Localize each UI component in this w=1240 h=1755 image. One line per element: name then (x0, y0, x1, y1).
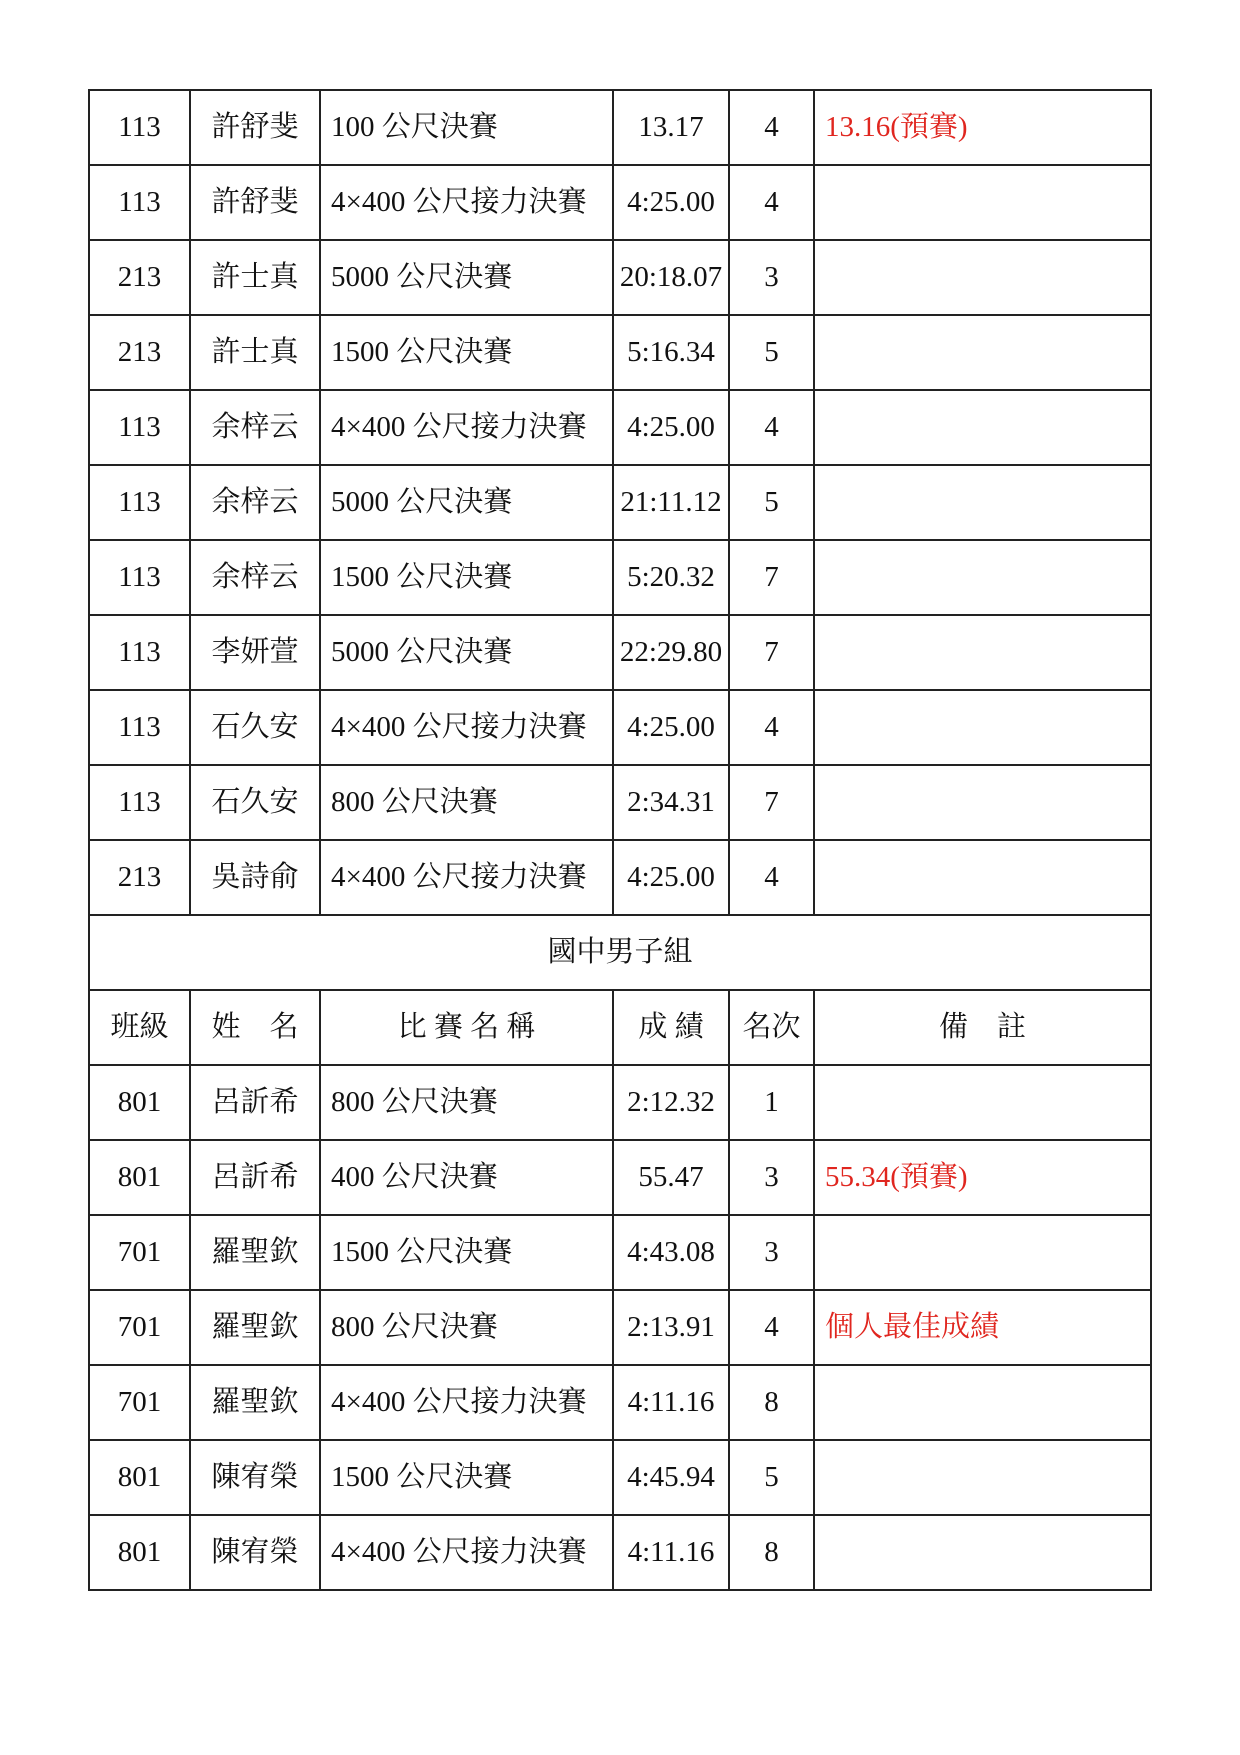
table-row (89, 1065, 1151, 1140)
cell-class: 113 (89, 765, 190, 840)
cell-note (814, 1065, 1151, 1140)
cell-rank: 5 (729, 465, 814, 540)
cell-name: 余梓云 (190, 540, 320, 615)
table-row (89, 465, 1151, 540)
group-title-row (89, 915, 1151, 990)
cell-score: 20:18.07 (613, 240, 729, 315)
cell-event: 100 公尺決賽 (320, 90, 613, 165)
header-event: 比 賽 名 稱 (320, 990, 613, 1065)
results-table (88, 89, 1152, 1591)
cell-score: 4:11.16 (613, 1515, 729, 1590)
cell-note (814, 240, 1151, 315)
cell-score: 22:29.80 (613, 615, 729, 690)
cell-score: 4:25.00 (613, 390, 729, 465)
cell-event: 800 公尺決賽 (320, 1065, 613, 1140)
cell-note (814, 765, 1151, 840)
table-row (89, 540, 1151, 615)
cell-event: 4×400 公尺接力決賽 (320, 1365, 613, 1440)
cell-event: 1500 公尺決賽 (320, 540, 613, 615)
cell-note (814, 390, 1151, 465)
cell-name: 石久安 (190, 765, 320, 840)
cell-class: 801 (89, 1440, 190, 1515)
cell-class: 801 (89, 1515, 190, 1590)
cell-score: 2:13.91 (613, 1290, 729, 1365)
header-row (89, 990, 1151, 1065)
cell-name: 李妍萱 (190, 615, 320, 690)
cell-name: 呂訢希 (190, 1140, 320, 1215)
cell-class: 113 (89, 690, 190, 765)
cell-name: 余梓云 (190, 390, 320, 465)
header-class: 班級 (89, 990, 190, 1065)
cell-score: 2:34.31 (613, 765, 729, 840)
cell-score: 4:25.00 (613, 840, 729, 915)
cell-name: 許舒斐 (190, 90, 320, 165)
cell-score: 55.47 (613, 1140, 729, 1215)
cell-note (814, 615, 1151, 690)
table-row (89, 1215, 1151, 1290)
cell-rank: 8 (729, 1365, 814, 1440)
cell-rank: 4 (729, 840, 814, 915)
cell-event: 5000 公尺決賽 (320, 240, 613, 315)
cell-class: 213 (89, 840, 190, 915)
table-row (89, 315, 1151, 390)
cell-event: 1500 公尺決賽 (320, 1440, 613, 1515)
cell-note: 個人最佳成績 (814, 1290, 1151, 1365)
cell-class: 701 (89, 1365, 190, 1440)
cell-rank: 1 (729, 1065, 814, 1140)
cell-class: 113 (89, 165, 190, 240)
header-score: 成 績 (613, 990, 729, 1065)
cell-event: 4×400 公尺接力決賽 (320, 1515, 613, 1590)
cell-event: 1500 公尺決賽 (320, 1215, 613, 1290)
cell-class: 801 (89, 1140, 190, 1215)
cell-score: 5:20.32 (613, 540, 729, 615)
cell-note: 55.34(預賽) (814, 1140, 1151, 1215)
table-row (89, 765, 1151, 840)
cell-note (814, 840, 1151, 915)
cell-class: 801 (89, 1065, 190, 1140)
cell-rank: 3 (729, 1215, 814, 1290)
cell-name: 石久安 (190, 690, 320, 765)
top-rows (89, 90, 1151, 915)
cell-name: 羅聖欽 (190, 1290, 320, 1365)
table-row (89, 690, 1151, 765)
cell-event: 4×400 公尺接力決賽 (320, 840, 613, 915)
cell-note (814, 690, 1151, 765)
cell-name: 呂訢希 (190, 1065, 320, 1140)
cell-name: 羅聖欽 (190, 1365, 320, 1440)
cell-note (814, 165, 1151, 240)
cell-note (814, 1215, 1151, 1290)
cell-class: 113 (89, 615, 190, 690)
cell-event: 800 公尺決賽 (320, 765, 613, 840)
cell-rank: 7 (729, 765, 814, 840)
table-row (89, 1290, 1151, 1365)
cell-score: 4:45.94 (613, 1440, 729, 1515)
cell-rank: 7 (729, 615, 814, 690)
cell-rank: 3 (729, 1140, 814, 1215)
cell-note (814, 1440, 1151, 1515)
cell-score: 13.17 (613, 90, 729, 165)
cell-note (814, 1365, 1151, 1440)
cell-name: 吳詩俞 (190, 840, 320, 915)
cell-rank: 3 (729, 240, 814, 315)
cell-rank: 5 (729, 315, 814, 390)
cell-score: 4:11.16 (613, 1365, 729, 1440)
table-row (89, 390, 1151, 465)
table-row (89, 1515, 1151, 1590)
table-row (89, 165, 1151, 240)
group-section (89, 915, 1151, 1065)
cell-class: 213 (89, 240, 190, 315)
table-row (89, 240, 1151, 315)
cell-score: 5:16.34 (613, 315, 729, 390)
cell-score: 4:43.08 (613, 1215, 729, 1290)
cell-event: 400 公尺決賽 (320, 1140, 613, 1215)
bottom-rows (89, 1065, 1151, 1590)
cell-event: 5000 公尺決賽 (320, 615, 613, 690)
cell-score: 4:25.00 (613, 690, 729, 765)
cell-name: 羅聖欽 (190, 1215, 320, 1290)
cell-class: 113 (89, 90, 190, 165)
header-name: 姓 名 (190, 990, 320, 1065)
cell-event: 4×400 公尺接力決賽 (320, 165, 613, 240)
cell-name: 許舒斐 (190, 165, 320, 240)
cell-event: 800 公尺決賽 (320, 1290, 613, 1365)
cell-rank: 4 (729, 165, 814, 240)
cell-rank: 4 (729, 90, 814, 165)
table-row (89, 1440, 1151, 1515)
cell-class: 113 (89, 540, 190, 615)
cell-event: 5000 公尺決賽 (320, 465, 613, 540)
cell-score: 4:25.00 (613, 165, 729, 240)
cell-rank: 4 (729, 690, 814, 765)
cell-class: 213 (89, 315, 190, 390)
cell-class: 701 (89, 1215, 190, 1290)
cell-rank: 4 (729, 390, 814, 465)
cell-event: 4×400 公尺接力決賽 (320, 690, 613, 765)
header-note: 備 註 (814, 990, 1151, 1065)
table-row (89, 1140, 1151, 1215)
cell-event: 4×400 公尺接力決賽 (320, 390, 613, 465)
cell-note (814, 540, 1151, 615)
cell-note (814, 315, 1151, 390)
cell-score: 2:12.32 (613, 1065, 729, 1140)
cell-note (814, 465, 1151, 540)
cell-rank: 4 (729, 1290, 814, 1365)
header-rank: 名次 (729, 990, 814, 1065)
table-row (89, 840, 1151, 915)
cell-event: 1500 公尺決賽 (320, 315, 613, 390)
cell-class: 701 (89, 1290, 190, 1365)
cell-name: 許士真 (190, 240, 320, 315)
cell-name: 陳宥榮 (190, 1515, 320, 1590)
cell-note (814, 1515, 1151, 1590)
cell-rank: 5 (729, 1440, 814, 1515)
group-title: 國中男子組 (89, 915, 1151, 990)
cell-rank: 8 (729, 1515, 814, 1590)
cell-name: 陳宥榮 (190, 1440, 320, 1515)
table-row (89, 1365, 1151, 1440)
cell-score: 21:11.12 (613, 465, 729, 540)
table-row (89, 90, 1151, 165)
cell-name: 余梓云 (190, 465, 320, 540)
cell-name: 許士真 (190, 315, 320, 390)
cell-rank: 7 (729, 540, 814, 615)
cell-note: 13.16(預賽) (814, 90, 1151, 165)
cell-class: 113 (89, 465, 190, 540)
table-row (89, 615, 1151, 690)
cell-class: 113 (89, 390, 190, 465)
